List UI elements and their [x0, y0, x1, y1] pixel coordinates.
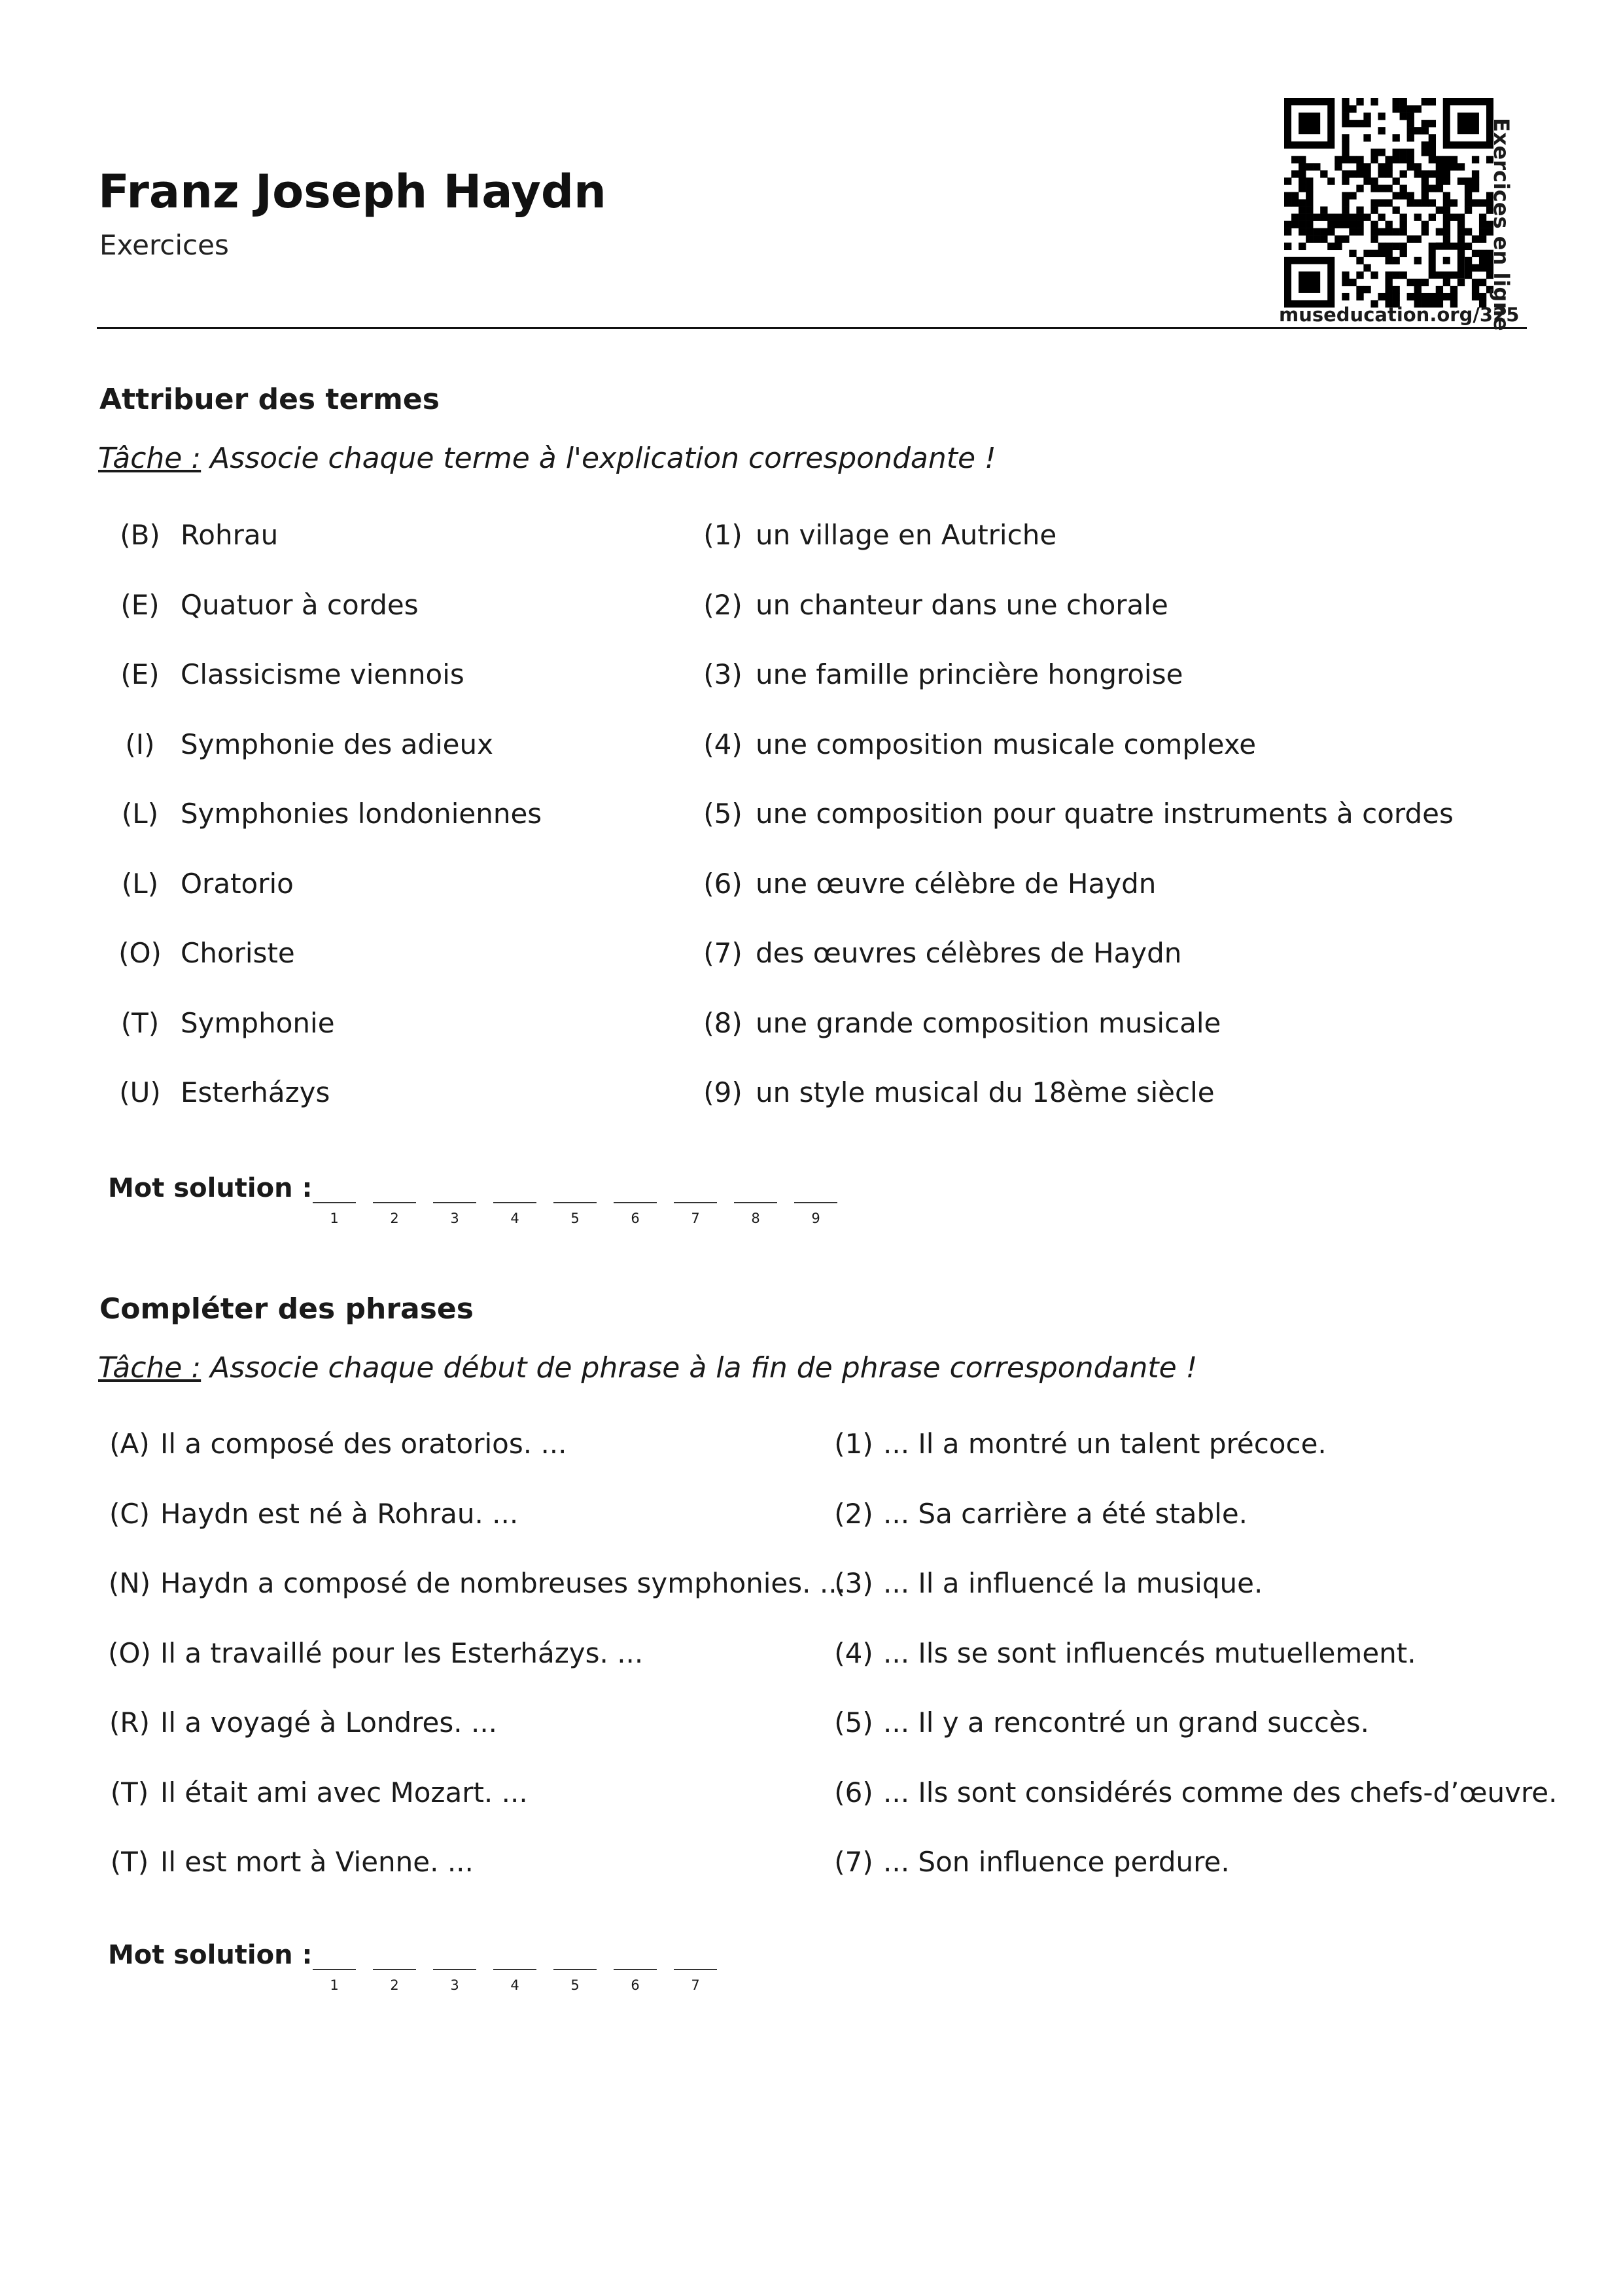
item-number: (2)	[834, 1497, 873, 1530]
item-text: Quatuor à cordes	[181, 588, 419, 621]
item-text: une composition pour quatre instruments à cordes	[756, 798, 1454, 830]
solution-number: 8	[751, 1210, 760, 1226]
solution-blank[interactable]	[674, 1969, 717, 1970]
item-letter: (T)	[120, 1006, 160, 1039]
item-text: Symphonie des adieux	[181, 728, 493, 760]
item-text: Esterházys	[181, 1076, 330, 1108]
item-number: (6)	[703, 867, 742, 900]
item-number: (5)	[834, 1706, 873, 1739]
qr-code-icon[interactable]	[1284, 98, 1493, 308]
item-text: Il a composé des oratorios. ...	[160, 1428, 567, 1460]
item-number: (1)	[703, 519, 742, 551]
solution-blank[interactable]	[373, 1202, 416, 1203]
item-text: Haydn a composé de nombreuses symphonies. ...	[160, 1567, 846, 1599]
qr-side-text: Exercices en ligne	[1489, 118, 1514, 331]
item-number: (3)	[703, 658, 742, 690]
header-divider	[97, 327, 1527, 329]
solution-number: 6	[631, 1210, 640, 1226]
item-text: ... Il a montré un talent précoce.	[883, 1428, 1327, 1460]
item-letter: (I)	[125, 728, 155, 760]
item-letter: (L)	[121, 798, 159, 830]
item-text: Il a voyagé à Londres. ...	[160, 1706, 498, 1739]
item-letter: (E)	[120, 658, 160, 690]
item-number: (1)	[834, 1428, 873, 1460]
item-text: une grande composition musicale	[756, 1006, 1221, 1039]
qr-url-label[interactable]: museducation.org/325	[1279, 304, 1520, 326]
section1-task-text: Associe chaque terme à l'explication correspondante !	[201, 442, 996, 475]
solution-number: 1	[330, 1977, 339, 1993]
item-text: Symphonie	[181, 1006, 335, 1039]
item-letter: (T)	[110, 1846, 149, 1878]
solution-blank[interactable]	[313, 1969, 356, 1970]
section2-task-text: Associe chaque début de phrase à la fin de phrase correspondante !	[201, 1351, 1198, 1385]
solution-number: 7	[691, 1210, 700, 1226]
section2-title: Compléter des phrases	[99, 1292, 474, 1326]
solution-blank[interactable]	[794, 1202, 837, 1203]
item-number: (4)	[703, 728, 742, 760]
qr-side-label	[1482, 118, 1521, 331]
item-letter: (E)	[120, 588, 160, 621]
solution-blank[interactable]	[373, 1969, 416, 1970]
section2-task-label: Tâche :	[98, 1351, 201, 1385]
section2-solution-label: Mot solution :	[108, 1940, 313, 1970]
item-number: (8)	[703, 1006, 742, 1039]
item-text: Il a travaillé pour les Esterházys. ...	[160, 1636, 644, 1669]
item-letter: (B)	[120, 519, 160, 551]
solution-blank[interactable]	[313, 1202, 356, 1203]
solution-blank[interactable]	[433, 1969, 476, 1970]
item-text: une famille princière hongroise	[756, 658, 1183, 690]
item-text: une œuvre célèbre de Haydn	[756, 867, 1157, 900]
item-letter: (R)	[109, 1706, 150, 1739]
item-letter: (U)	[119, 1076, 161, 1108]
solution-number: 1	[330, 1210, 339, 1226]
item-text: Oratorio	[181, 867, 294, 900]
section1-task-label: Tâche :	[98, 442, 201, 475]
item-letter: (O)	[118, 937, 162, 969]
item-text: ... Sa carrière a été stable.	[883, 1497, 1248, 1530]
solution-number: 3	[450, 1977, 459, 1993]
item-number: (4)	[834, 1636, 873, 1669]
solution-number: 9	[811, 1210, 820, 1226]
item-text: des œuvres célèbres de Haydn	[756, 937, 1182, 969]
page-subtitle: Exercices	[99, 229, 229, 261]
solution-blank[interactable]	[614, 1969, 657, 1970]
item-letter: (N)	[108, 1567, 151, 1599]
item-text: une composition musicale complexe	[756, 728, 1257, 760]
item-letter: (O)	[108, 1636, 151, 1669]
solution-blank[interactable]	[493, 1202, 536, 1203]
item-number: (5)	[703, 798, 742, 830]
item-text: un style musical du 18ème siècle	[756, 1076, 1215, 1108]
item-number: (7)	[703, 937, 742, 969]
section1-task	[98, 442, 996, 475]
solution-number: 4	[510, 1210, 519, 1226]
item-number: (6)	[834, 1776, 873, 1809]
solution-number: 7	[691, 1977, 700, 1993]
section1-solution-label: Mot solution :	[108, 1173, 313, 1203]
item-text: ... Son influence perdure.	[883, 1846, 1230, 1878]
item-text: Il est mort à Vienne. ...	[160, 1846, 474, 1878]
solution-blank[interactable]	[674, 1202, 717, 1203]
item-text: ... Ils sont considérés comme des chefs-d’œuvre.	[883, 1776, 1558, 1809]
item-number: (9)	[703, 1076, 742, 1108]
solution-number: 2	[390, 1977, 399, 1993]
section1-title: Attribuer des termes	[99, 383, 440, 416]
item-text: Symphonies londoniennes	[181, 798, 542, 830]
solution-blank[interactable]	[493, 1969, 536, 1970]
item-text: un village en Autriche	[756, 519, 1057, 551]
item-text: ... Il a influencé la musique.	[883, 1567, 1263, 1599]
item-letter: (A)	[109, 1428, 150, 1460]
solution-number: 2	[390, 1210, 399, 1226]
solution-blank[interactable]	[433, 1202, 476, 1203]
item-text: Il était ami avec Mozart. ...	[160, 1776, 528, 1809]
solution-number: 3	[450, 1210, 459, 1226]
section2-task	[98, 1351, 1197, 1385]
item-letter: (L)	[121, 867, 159, 900]
item-text: Classicisme viennois	[181, 658, 464, 690]
solution-number: 5	[570, 1210, 580, 1226]
item-text: ... Il y a rencontré un grand succès.	[883, 1706, 1369, 1739]
item-text: Rohrau	[181, 519, 279, 551]
solution-blank[interactable]	[553, 1969, 597, 1970]
item-number: (3)	[834, 1567, 873, 1599]
solution-blank[interactable]	[614, 1202, 657, 1203]
item-number: (2)	[703, 588, 742, 621]
item-text: un chanteur dans une chorale	[756, 588, 1168, 621]
page-title: Franz Joseph Haydn	[98, 165, 606, 219]
item-number: (7)	[834, 1846, 873, 1878]
item-text: Haydn est né à Rohrau. ...	[160, 1497, 519, 1530]
solution-number: 6	[631, 1977, 640, 1993]
solution-number: 5	[570, 1977, 580, 1993]
solution-number: 4	[510, 1977, 519, 1993]
solution-blank[interactable]	[553, 1202, 597, 1203]
solution-blank[interactable]	[734, 1202, 777, 1203]
item-text: ... Ils se sont influencés mutuellement.	[883, 1636, 1416, 1669]
item-letter: (C)	[109, 1497, 150, 1530]
item-text: Choriste	[181, 937, 295, 969]
item-letter: (T)	[110, 1776, 149, 1809]
